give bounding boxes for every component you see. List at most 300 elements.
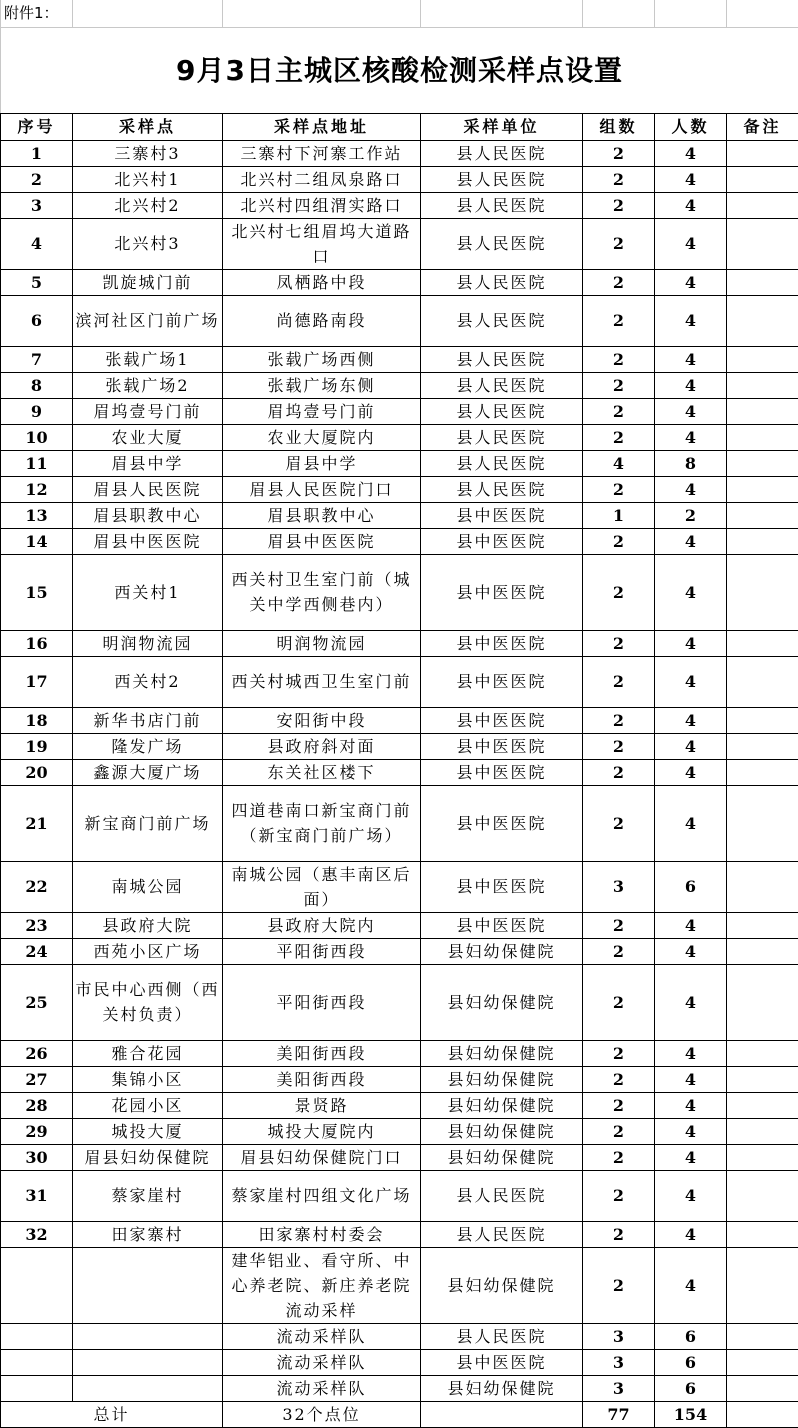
cell-people: 6 <box>655 861 727 912</box>
cell-unit: 县中医医院 <box>421 759 583 785</box>
header-groups: 组数 <box>583 113 655 140</box>
cell-people: 4 <box>655 1118 727 1144</box>
table-row <box>1 630 798 656</box>
cell-no: 32 <box>1 1221 73 1247</box>
total-people: 154 <box>655 1401 727 1427</box>
cell-groups: 3 <box>583 1323 655 1349</box>
cell-notes <box>727 1349 798 1375</box>
cell-groups: 2 <box>583 554 655 630</box>
cell-people: 4 <box>655 140 727 166</box>
cell-address: 农业大厦院内 <box>223 424 421 450</box>
cell-unit: 县中医医院 <box>421 861 583 912</box>
cell-unit: 县妇幼保健院 <box>421 1144 583 1170</box>
total-notes <box>727 1401 798 1427</box>
cell-site: 北兴村1 <box>73 166 223 192</box>
cell-people: 4 <box>655 372 727 398</box>
cell-unit: 县中医医院 <box>421 554 583 630</box>
cell-no: 18 <box>1 707 73 733</box>
cell-address: 张载广场东侧 <box>223 372 421 398</box>
cell-unit: 县妇幼保健院 <box>421 1118 583 1144</box>
cell-no: 27 <box>1 1066 73 1092</box>
cell-notes <box>727 295 798 346</box>
cell-address: 美阳街西段 <box>223 1066 421 1092</box>
cell-site: 花园小区 <box>73 1092 223 1118</box>
cell-site: 市民中心西侧（西关村负责） <box>73 964 223 1040</box>
header-row <box>1 113 798 140</box>
cell-people: 4 <box>655 964 727 1040</box>
cell-people: 6 <box>655 1375 727 1401</box>
cell-groups: 3 <box>583 1349 655 1375</box>
cell-unit: 县人民医院 <box>421 346 583 372</box>
cell-groups: 2 <box>583 1092 655 1118</box>
cell-notes <box>727 759 798 785</box>
cell-address: 田家寨村村委会 <box>223 1221 421 1247</box>
header-address: 采样点地址 <box>223 113 421 140</box>
cell-site: 城投大厦 <box>73 1118 223 1144</box>
cell-unit: 县妇幼保健院 <box>421 1247 583 1323</box>
cell-no: 31 <box>1 1170 73 1221</box>
table-row <box>1 476 798 502</box>
cell-site: 张载广场2 <box>73 372 223 398</box>
cell-no: 19 <box>1 733 73 759</box>
cell-groups: 2 <box>583 166 655 192</box>
cell-no: 24 <box>1 938 73 964</box>
cell-unit: 县中医医院 <box>421 630 583 656</box>
cell-address: 尚德路南段 <box>223 295 421 346</box>
cell-site: 眉县中医医院 <box>73 528 223 554</box>
cell-address: 建华铝业、看守所、中心养老院、新庄养老院流动采样 <box>223 1247 421 1323</box>
cell-no: 5 <box>1 269 73 295</box>
cell-unit: 县中医医院 <box>421 785 583 861</box>
cell-address: 北兴村四组渭实路口 <box>223 192 421 218</box>
total-label: 总计 <box>1 1401 223 1427</box>
cell-groups: 2 <box>583 912 655 938</box>
cell-people: 4 <box>655 1144 727 1170</box>
cell-address: 北兴村二组凤泉路口 <box>223 166 421 192</box>
table-row <box>1 424 798 450</box>
cell-unit: 县人民医院 <box>421 166 583 192</box>
cell-people: 4 <box>655 1247 727 1323</box>
cell-unit: 县人民医院 <box>421 476 583 502</box>
cell-people: 4 <box>655 346 727 372</box>
cell-unit: 县人民医院 <box>421 192 583 218</box>
cell-people: 4 <box>655 192 727 218</box>
cell-site <box>73 1323 223 1349</box>
table-row <box>1 1092 798 1118</box>
cell-unit: 县人民医院 <box>421 218 583 269</box>
table-row <box>1 861 798 912</box>
cell-site: 雅合花园 <box>73 1040 223 1066</box>
cell-groups: 2 <box>583 938 655 964</box>
cell-notes <box>727 346 798 372</box>
cell-people: 4 <box>655 630 727 656</box>
cell-people: 4 <box>655 166 727 192</box>
cell-notes <box>727 528 798 554</box>
cell-people: 4 <box>655 398 727 424</box>
cell-people: 4 <box>655 759 727 785</box>
table-row <box>1 656 798 707</box>
cell-no <box>1 1349 73 1375</box>
cell-unit: 县妇幼保健院 <box>421 1375 583 1401</box>
cell-unit: 县人民医院 <box>421 398 583 424</box>
cell-address: 流动采样队 <box>223 1323 421 1349</box>
cell-site <box>73 1349 223 1375</box>
cell-notes <box>727 785 798 861</box>
table-row <box>1 1040 798 1066</box>
table-row <box>1 1323 798 1349</box>
cell-site: 三寨村3 <box>73 140 223 166</box>
cell-unit: 县中医医院 <box>421 707 583 733</box>
cell-site: 农业大厦 <box>73 424 223 450</box>
cell-no: 17 <box>1 656 73 707</box>
table-row <box>1 1118 798 1144</box>
cell-groups: 2 <box>583 192 655 218</box>
cell-notes <box>727 1323 798 1349</box>
cell-no: 8 <box>1 372 73 398</box>
cell-people: 4 <box>655 269 727 295</box>
cell-notes <box>727 912 798 938</box>
cell-unit: 县人民医院 <box>421 140 583 166</box>
table-row <box>1 140 798 166</box>
cell-people: 6 <box>655 1323 727 1349</box>
cell-site: 西关村2 <box>73 656 223 707</box>
cell-no: 10 <box>1 424 73 450</box>
cell-notes <box>727 1221 798 1247</box>
table-row <box>1 1221 798 1247</box>
table-row <box>1 964 798 1040</box>
cell-groups: 2 <box>583 218 655 269</box>
cell-notes <box>727 938 798 964</box>
cell-notes <box>727 733 798 759</box>
cell-site: 眉县妇幼保健院 <box>73 1144 223 1170</box>
cell-groups: 2 <box>583 1040 655 1066</box>
cell-address: 眉县中学 <box>223 450 421 476</box>
cell-site: 滨河社区门前广场 <box>73 295 223 346</box>
cell-people: 4 <box>655 1066 727 1092</box>
cell-notes <box>727 1144 798 1170</box>
cell-site: 明润物流园 <box>73 630 223 656</box>
cell-address: 县政府斜对面 <box>223 733 421 759</box>
table-row <box>1 372 798 398</box>
table-row <box>1 1349 798 1375</box>
cell-groups: 2 <box>583 656 655 707</box>
cell-notes <box>727 269 798 295</box>
cell-address: 安阳街中段 <box>223 707 421 733</box>
cell-no <box>1 1247 73 1323</box>
cell-unit: 县妇幼保健院 <box>421 1092 583 1118</box>
cell-site: 蔡家崖村 <box>73 1170 223 1221</box>
cell-groups: 2 <box>583 398 655 424</box>
cell-no: 30 <box>1 1144 73 1170</box>
cell-unit: 县人民医院 <box>421 269 583 295</box>
cell-site <box>73 1247 223 1323</box>
cell-unit: 县人民医院 <box>421 295 583 346</box>
table-row <box>1 192 798 218</box>
cell-address: 流动采样队 <box>223 1349 421 1375</box>
header-notes: 备注 <box>727 113 798 140</box>
cell-unit: 县人民医院 <box>421 1323 583 1349</box>
cell-groups: 2 <box>583 1247 655 1323</box>
table-row <box>1 295 798 346</box>
cell-unit: 县人民医院 <box>421 372 583 398</box>
cell-unit: 县中医医院 <box>421 912 583 938</box>
cell-people: 4 <box>655 1040 727 1066</box>
cell-people: 6 <box>655 1349 727 1375</box>
total-groups: 77 <box>583 1401 655 1427</box>
cell-site: 眉县职教中心 <box>73 502 223 528</box>
cell-no: 1 <box>1 140 73 166</box>
cell-site: 新华书店门前 <box>73 707 223 733</box>
table-row <box>1 1144 798 1170</box>
cell-people: 4 <box>655 554 727 630</box>
cell-notes <box>727 656 798 707</box>
cell-no: 22 <box>1 861 73 912</box>
cell-address: 北兴村七组眉坞大道路口 <box>223 218 421 269</box>
header-no: 序号 <box>1 113 73 140</box>
cell-site: 新宝商门前广场 <box>73 785 223 861</box>
cell-people: 4 <box>655 733 727 759</box>
cell-groups: 2 <box>583 269 655 295</box>
cell-address: 蔡家崖村四组文化广场 <box>223 1170 421 1221</box>
cell-no: 15 <box>1 554 73 630</box>
cell-people: 4 <box>655 707 727 733</box>
cell-groups: 2 <box>583 1118 655 1144</box>
cell-no: 13 <box>1 502 73 528</box>
cell-site: 南城公园 <box>73 861 223 912</box>
cell-people: 8 <box>655 450 727 476</box>
cell-people: 4 <box>655 424 727 450</box>
cell-unit: 县中医医院 <box>421 528 583 554</box>
cell-site: 眉县中学 <box>73 450 223 476</box>
cell-unit: 县中医医院 <box>421 502 583 528</box>
cell-groups: 2 <box>583 964 655 1040</box>
attachment-label: 附件1： <box>1 0 73 27</box>
cell-people: 4 <box>655 218 727 269</box>
cell-no: 26 <box>1 1040 73 1066</box>
cell-groups: 2 <box>583 1170 655 1221</box>
cell-notes <box>727 861 798 912</box>
cell-no: 2 <box>1 166 73 192</box>
cell-address: 三寨村下河寨工作站 <box>223 140 421 166</box>
cell-unit: 县妇幼保健院 <box>421 1040 583 1066</box>
cell-people: 4 <box>655 656 727 707</box>
table-row <box>1 346 798 372</box>
cell-address: 眉县人民医院门口 <box>223 476 421 502</box>
cell-groups: 2 <box>583 759 655 785</box>
table-row <box>1 707 798 733</box>
cell-unit: 县中医医院 <box>421 1349 583 1375</box>
cell-site: 隆发广场 <box>73 733 223 759</box>
cell-groups: 2 <box>583 140 655 166</box>
cell-no: 16 <box>1 630 73 656</box>
cell-address: 美阳街西段 <box>223 1040 421 1066</box>
cell-notes <box>727 476 798 502</box>
cell-address: 南城公园（惠丰南区后面） <box>223 861 421 912</box>
cell-groups: 2 <box>583 1144 655 1170</box>
table-row <box>1 733 798 759</box>
cell-unit: 县人民医院 <box>421 450 583 476</box>
cell-site: 北兴村3 <box>73 218 223 269</box>
cell-address: 景贤路 <box>223 1092 421 1118</box>
header-unit: 采样单位 <box>421 113 583 140</box>
cell-no: 23 <box>1 912 73 938</box>
cell-notes <box>727 140 798 166</box>
cell-address: 明润物流园 <box>223 630 421 656</box>
cell-notes <box>727 166 798 192</box>
cell-unit: 县人民医院 <box>421 424 583 450</box>
cell-notes <box>727 424 798 450</box>
cell-address: 东关社区楼下 <box>223 759 421 785</box>
cell-notes <box>727 1170 798 1221</box>
cell-people: 2 <box>655 502 727 528</box>
cell-no <box>1 1323 73 1349</box>
table-row <box>1 1066 798 1092</box>
cell-notes <box>727 1092 798 1118</box>
cell-groups: 2 <box>583 707 655 733</box>
cell-address: 张载广场西侧 <box>223 346 421 372</box>
cell-notes <box>727 1118 798 1144</box>
cell-no: 12 <box>1 476 73 502</box>
cell-address: 流动采样队 <box>223 1375 421 1401</box>
cell-people: 4 <box>655 1092 727 1118</box>
cell-unit: 县妇幼保健院 <box>421 1066 583 1092</box>
header-site: 采样点 <box>73 113 223 140</box>
cell-address: 西关村城西卫生室门前 <box>223 656 421 707</box>
cell-site: 田家寨村 <box>73 1221 223 1247</box>
cell-notes <box>727 1247 798 1323</box>
cell-people: 4 <box>655 1170 727 1221</box>
cell-site: 眉坞壹号门前 <box>73 398 223 424</box>
cell-unit: 县妇幼保健院 <box>421 964 583 1040</box>
cell-notes <box>727 554 798 630</box>
total-row <box>1 1401 798 1427</box>
cell-no: 4 <box>1 218 73 269</box>
table-row <box>1 1170 798 1221</box>
table-row <box>1 269 798 295</box>
cell-unit: 县中医医院 <box>421 656 583 707</box>
cell-site: 集锦小区 <box>73 1066 223 1092</box>
cell-groups: 1 <box>583 502 655 528</box>
cell-site: 眉县人民医院 <box>73 476 223 502</box>
cell-people: 4 <box>655 528 727 554</box>
cell-people: 4 <box>655 912 727 938</box>
cell-no: 28 <box>1 1092 73 1118</box>
cell-site: 西关村1 <box>73 554 223 630</box>
table-row <box>1 759 798 785</box>
cell-address: 平阳街西段 <box>223 938 421 964</box>
cell-people: 4 <box>655 1221 727 1247</box>
cell-people: 4 <box>655 785 727 861</box>
cell-notes <box>727 218 798 269</box>
cell-address: 凤栖路中段 <box>223 269 421 295</box>
cell-notes <box>727 192 798 218</box>
cell-notes <box>727 450 798 476</box>
cell-site: 县政府大院 <box>73 912 223 938</box>
cell-address: 县政府大院内 <box>223 912 421 938</box>
cell-site: 鑫源大厦广场 <box>73 759 223 785</box>
cell-unit: 县妇幼保健院 <box>421 938 583 964</box>
cell-groups: 2 <box>583 424 655 450</box>
cell-no: 21 <box>1 785 73 861</box>
cell-no: 6 <box>1 295 73 346</box>
cell-no: 7 <box>1 346 73 372</box>
table-row <box>1 528 798 554</box>
cell-address: 眉县中医医院 <box>223 528 421 554</box>
table-row <box>1 218 798 269</box>
cell-address: 眉坞壹号门前 <box>223 398 421 424</box>
cell-notes <box>727 964 798 1040</box>
table-row <box>1 502 798 528</box>
cell-notes <box>727 398 798 424</box>
cell-groups: 2 <box>583 785 655 861</box>
cell-address: 眉县职教中心 <box>223 502 421 528</box>
cell-groups: 2 <box>583 476 655 502</box>
cell-no <box>1 1375 73 1401</box>
cell-site <box>73 1375 223 1401</box>
cell-no: 29 <box>1 1118 73 1144</box>
table-row <box>1 166 798 192</box>
table-row <box>1 398 798 424</box>
cell-notes <box>727 372 798 398</box>
cell-site: 张载广场1 <box>73 346 223 372</box>
table-row <box>1 1375 798 1401</box>
table-row <box>1 938 798 964</box>
cell-groups: 2 <box>583 1221 655 1247</box>
cell-notes <box>727 630 798 656</box>
cell-groups: 3 <box>583 861 655 912</box>
cell-groups: 3 <box>583 1375 655 1401</box>
cell-no: 9 <box>1 398 73 424</box>
table-row <box>1 785 798 861</box>
cell-no: 25 <box>1 964 73 1040</box>
cell-groups: 2 <box>583 528 655 554</box>
cell-groups: 2 <box>583 630 655 656</box>
cell-notes <box>727 1066 798 1092</box>
cell-address: 四道巷南口新宝商门前（新宝商门前广场） <box>223 785 421 861</box>
total-address: 32个点位 <box>223 1401 421 1427</box>
cell-site: 凯旋城门前 <box>73 269 223 295</box>
cell-notes <box>727 1375 798 1401</box>
total-unit <box>421 1401 583 1427</box>
cell-no: 11 <box>1 450 73 476</box>
header-people: 人数 <box>655 113 727 140</box>
cell-no: 20 <box>1 759 73 785</box>
cell-site: 北兴村2 <box>73 192 223 218</box>
cell-notes <box>727 707 798 733</box>
page-title: 9月3日主城区核酸检测采样点设置 <box>1 27 798 113</box>
cell-site: 西苑小区广场 <box>73 938 223 964</box>
cell-groups: 2 <box>583 1066 655 1092</box>
cell-groups: 2 <box>583 733 655 759</box>
cell-groups: 2 <box>583 295 655 346</box>
cell-no: 3 <box>1 192 73 218</box>
cell-people: 4 <box>655 295 727 346</box>
table-row <box>1 1247 798 1323</box>
cell-no: 14 <box>1 528 73 554</box>
cell-people: 4 <box>655 938 727 964</box>
cell-address: 眉县妇幼保健院门口 <box>223 1144 421 1170</box>
cell-unit: 县中医医院 <box>421 733 583 759</box>
cell-unit: 县人民医院 <box>421 1221 583 1247</box>
cell-address: 城投大厦院内 <box>223 1118 421 1144</box>
cell-people: 4 <box>655 476 727 502</box>
cell-groups: 2 <box>583 372 655 398</box>
table-row <box>1 554 798 630</box>
cell-unit: 县人民医院 <box>421 1170 583 1221</box>
cell-groups: 2 <box>583 346 655 372</box>
cell-address: 西关村卫生室门前（城关中学西侧巷内） <box>223 554 421 630</box>
table-row <box>1 912 798 938</box>
